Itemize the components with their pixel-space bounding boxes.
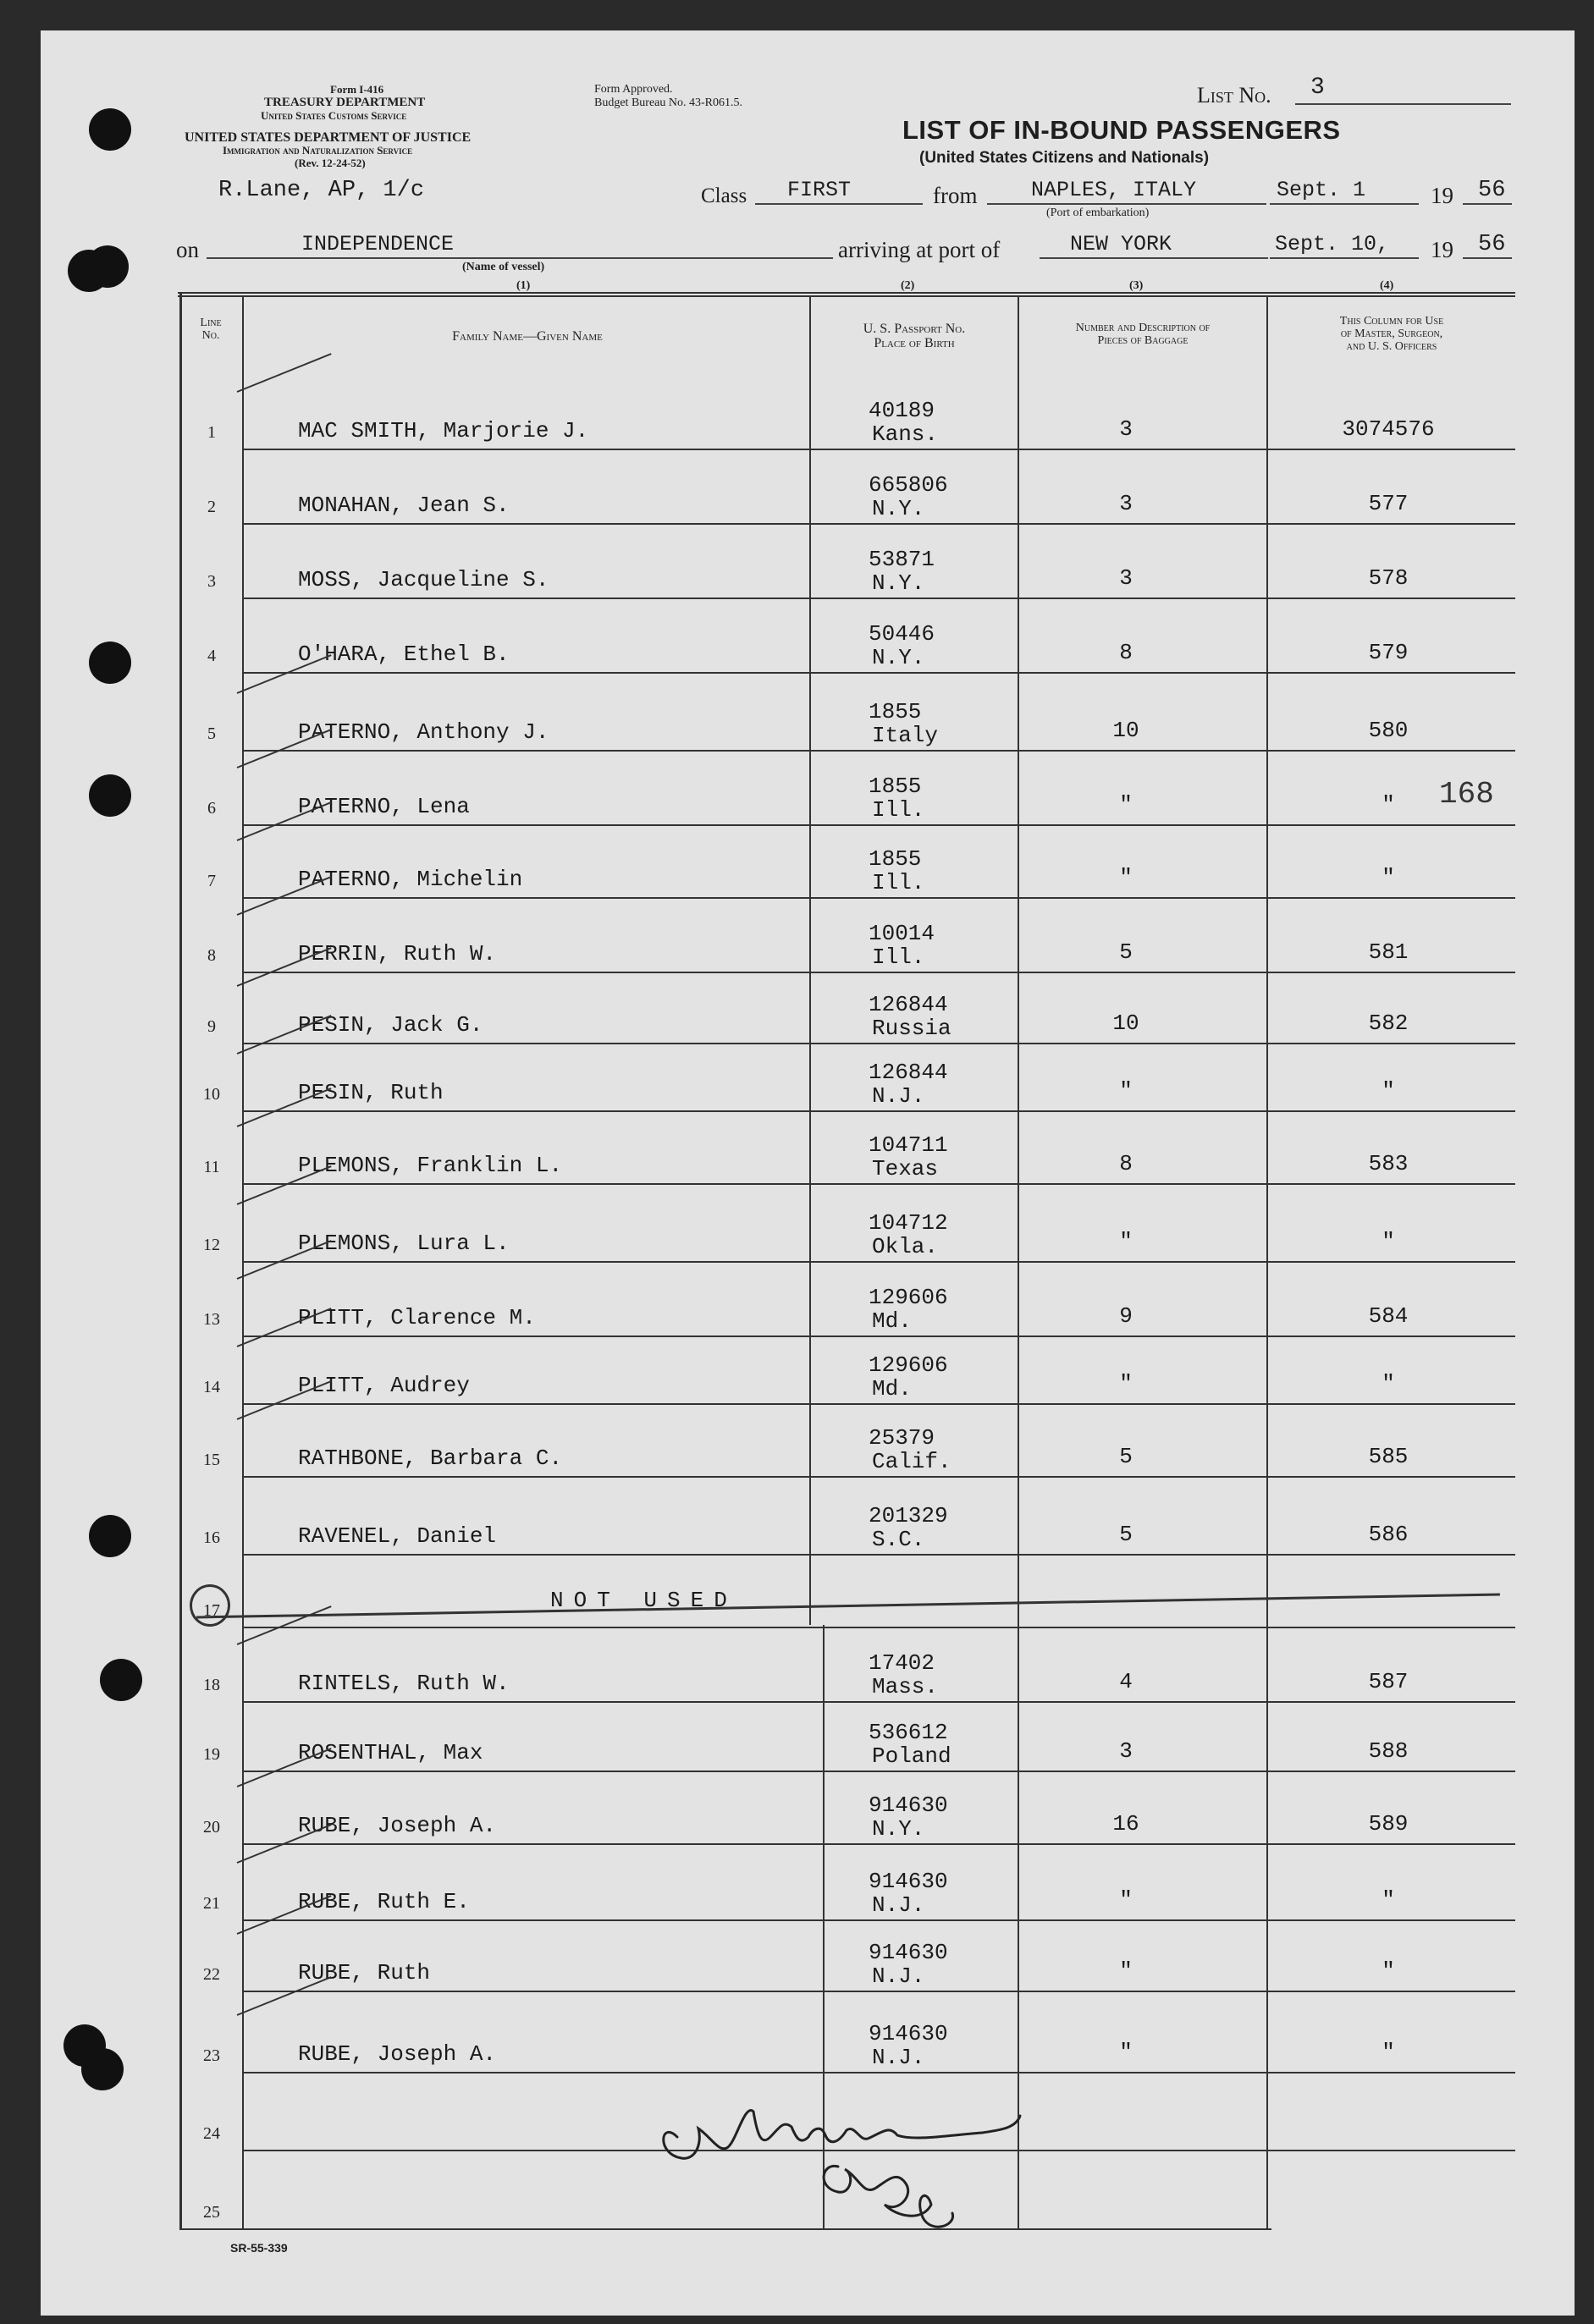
budget-bureau: Budget Bureau No. 43-R061.5.	[594, 96, 742, 109]
place-of-birth: Kans.	[872, 421, 939, 447]
line-number: 13	[203, 1310, 220, 1329]
place-of-birth: N.Y.	[872, 645, 925, 670]
binder-hole	[86, 245, 129, 288]
row-divider	[242, 1843, 1515, 1845]
row-divider	[242, 1627, 1515, 1628]
place-of-birth: Ill.	[872, 870, 925, 895]
line-number: 10	[203, 1085, 220, 1104]
header-officers: This Column for Use of Master, Surgeon, and U. S. Officers	[1339, 315, 1444, 353]
row-divider	[242, 824, 1515, 826]
binder-hole	[100, 1659, 142, 1701]
col-number-4: (4)	[1380, 279, 1394, 292]
baggage-count: "	[1119, 2040, 1133, 2065]
officer-number: 577	[1368, 491, 1409, 516]
officer-number: 583	[1368, 1151, 1409, 1176]
margin-number: 168	[1439, 777, 1494, 812]
row-divider	[242, 972, 1515, 973]
passenger-name: RUBE, Ruth	[298, 1960, 431, 1985]
form-number: Form I-416	[330, 83, 384, 96]
row-divider	[242, 1183, 1515, 1185]
officer-number: 587	[1368, 1669, 1409, 1694]
form-approved: Form Approved.	[594, 83, 673, 96]
passenger-name: RAVENEL, Daniel	[298, 1523, 497, 1549]
row-divider	[242, 523, 1515, 525]
line-number: 14	[203, 1378, 220, 1396]
row-divider	[242, 1554, 1515, 1556]
row-divider	[242, 1043, 1515, 1044]
arrival-year: 56	[1478, 232, 1506, 257]
line-number: 15	[203, 1451, 220, 1469]
passenger-name: PLEMONS, Franklin L.	[298, 1153, 563, 1178]
binder-hole	[81, 2048, 124, 2090]
row-divider	[242, 672, 1515, 674]
passenger-name: PESIN, Ruth	[298, 1080, 444, 1105]
arrival-port: NEW YORK	[1070, 232, 1172, 256]
treasury-label: TREASURY DEPARTMENT	[264, 96, 426, 109]
place-of-birth: N.J.	[872, 2045, 925, 2070]
place-of-birth: N.Y.	[872, 1816, 925, 1842]
row-divider	[242, 1476, 1515, 1478]
place-of-birth: Russia	[872, 1016, 951, 1041]
officer-number: "	[1382, 1958, 1395, 1984]
baggage-count: 3	[1119, 491, 1133, 516]
preparer: R.Lane, AP, 1/c	[218, 178, 425, 203]
page-subtitle: (United States Citizens and Nationals)	[919, 149, 1210, 167]
place-of-birth: S.C.	[872, 1527, 925, 1552]
passenger-name: PERRIN, Ruth W.	[298, 941, 497, 966]
ins-label: Immigration and Naturalization Service	[223, 144, 413, 157]
passport-number: 1855	[869, 774, 922, 799]
baggage-count: 8	[1119, 1151, 1133, 1176]
passenger-name: PESIN, Jack G.	[298, 1012, 483, 1038]
passenger-name: MOSS, Jacqueline S.	[298, 567, 549, 592]
line-number: 20	[203, 1818, 220, 1837]
baggage-count: 3	[1119, 565, 1133, 591]
row-divider	[242, 1335, 1515, 1337]
place-of-birth: Md.	[872, 1308, 912, 1334]
line-number: 5	[207, 724, 216, 743]
binder-hole	[89, 108, 131, 151]
col-number-1: (1)	[516, 279, 531, 292]
on-label: on	[176, 237, 199, 262]
list-no-label: List No.	[1197, 83, 1271, 107]
passenger-name: PLEMONS, Lura L.	[298, 1231, 510, 1256]
class-label: Class	[701, 184, 747, 207]
baggage-count: 4	[1119, 1669, 1133, 1694]
officer-number: 584	[1368, 1303, 1409, 1329]
row-divider	[242, 1919, 1515, 1921]
place-of-birth: Ill.	[872, 797, 925, 823]
arriving-label: arriving at port of	[838, 237, 1001, 262]
officer-number: 582	[1368, 1011, 1409, 1036]
row-divider	[242, 1403, 1515, 1405]
row-divider	[242, 1991, 1515, 1992]
passport-number: 126844	[869, 1060, 948, 1085]
port-embark-caption: (Port of embarkation)	[1046, 207, 1150, 219]
passport-number: 25379	[869, 1425, 935, 1451]
line-number: 19	[203, 1745, 220, 1764]
line-number: 4	[207, 647, 216, 665]
passenger-name: PLITT, Clarence M.	[298, 1305, 536, 1330]
customs-label: United States Customs Service	[261, 109, 407, 122]
baggage-count: 5	[1119, 1444, 1133, 1469]
row-divider	[242, 1261, 1515, 1263]
passport-number: 665806	[869, 472, 948, 498]
baggage-count: 10	[1112, 718, 1139, 743]
line-number: 12	[203, 1236, 220, 1254]
place-of-birth: N.J.	[872, 1083, 925, 1109]
year-prefix: 19	[1431, 183, 1453, 208]
officer-number: 586	[1368, 1522, 1409, 1547]
passenger-name: RINTELS, Ruth W.	[298, 1671, 510, 1696]
officer-number: 589	[1368, 1811, 1409, 1837]
header-line-no: Line No.	[200, 317, 222, 342]
passport-number: 50446	[869, 621, 935, 647]
passport-number: 129606	[869, 1285, 948, 1310]
header-baggage: Number and Description of Pieces of Baggage	[1075, 322, 1211, 347]
passport-number: 914630	[869, 1869, 948, 1894]
passenger-name: MAC SMITH, Marjorie J.	[298, 418, 589, 443]
baggage-count: "	[1119, 1887, 1133, 1913]
line-number: 25	[203, 2203, 220, 2222]
year-prefix: 19	[1431, 237, 1453, 262]
place-of-birth: Md.	[872, 1376, 912, 1402]
baggage-count: 16	[1112, 1811, 1139, 1837]
place-of-birth: Ill.	[872, 944, 925, 970]
row-divider	[242, 598, 1515, 599]
line-number: 16	[203, 1528, 220, 1547]
officer-number: 580	[1368, 718, 1409, 743]
revision-label: (Rev. 12-24-52)	[295, 157, 366, 169]
line-number: 3	[207, 572, 216, 591]
baggage-count: "	[1119, 1229, 1133, 1254]
place-of-birth: N.J.	[872, 1963, 925, 1989]
footer-code: SR-55-339	[230, 2241, 288, 2255]
passenger-name: PATERNO, Michelin	[298, 867, 523, 892]
baggage-count: 5	[1119, 1522, 1133, 1547]
row-divider	[242, 897, 1515, 899]
row-divider	[242, 1701, 1515, 1703]
officer-number: 588	[1368, 1738, 1409, 1764]
place-of-birth: N.Y.	[872, 570, 925, 596]
passenger-name: PLITT, Audrey	[298, 1373, 470, 1398]
baggage-count: "	[1119, 1078, 1133, 1104]
place-of-birth: Mass.	[872, 1674, 939, 1699]
passport-number: 17402	[869, 1650, 935, 1676]
passport-number: 1855	[869, 699, 922, 724]
page-title: LIST OF IN-BOUND PASSENGERS	[902, 115, 1341, 145]
line-number: 1	[207, 423, 216, 442]
passport-number: 914630	[869, 2021, 948, 2046]
line-number: 24	[203, 2124, 220, 2143]
passenger-name: ROSENTHAL, Max	[298, 1740, 483, 1765]
passport-number: 914630	[869, 1793, 948, 1818]
officer-number: "	[1382, 2040, 1395, 2065]
line-number: 17	[203, 1601, 220, 1620]
passport-number: 1855	[869, 846, 922, 872]
baggage-count: 3	[1119, 1738, 1133, 1764]
passenger-name: RUBE, Joseph A.	[298, 2041, 497, 2067]
signature	[643, 2078, 1117, 2247]
row-divider	[242, 1771, 1515, 1772]
passport-number: 53871	[869, 547, 935, 572]
baggage-count: 8	[1119, 640, 1133, 665]
port-of-embarkation: NAPLES, ITALY	[1031, 178, 1197, 202]
vessel-caption: (Name of vessel)	[462, 261, 545, 273]
header-family-name: Family Name—Given Name	[452, 329, 603, 344]
place-of-birth: Poland	[872, 1743, 951, 1769]
officer-number: "	[1382, 1371, 1395, 1396]
row-divider	[242, 449, 1515, 450]
passport-number: 104711	[869, 1132, 948, 1158]
departure-year: 56	[1478, 178, 1506, 203]
arrival-date: Sept. 10,	[1275, 232, 1390, 256]
baggage-count: "	[1119, 865, 1133, 890]
passport-number: 129606	[869, 1352, 948, 1378]
from-label: from	[933, 183, 978, 208]
officer-number: "	[1382, 1229, 1395, 1254]
col-number-3: (3)	[1129, 279, 1144, 292]
line-number: 22	[203, 1965, 220, 1984]
line-number: 6	[207, 799, 216, 818]
row-17-circle	[190, 1584, 230, 1627]
officer-number: "	[1382, 1078, 1395, 1104]
place-of-birth: N.J.	[872, 1892, 925, 1918]
row-divider	[242, 750, 1515, 752]
line-number: 11	[203, 1158, 220, 1176]
binder-hole	[89, 1515, 131, 1557]
line-number: 7	[207, 872, 216, 890]
passenger-name: O'HARA, Ethel B.	[298, 642, 510, 667]
officer-number: "	[1382, 1887, 1395, 1913]
binder-hole	[89, 642, 131, 684]
officer-number: 578	[1368, 565, 1409, 591]
passport-number: 104712	[869, 1210, 948, 1236]
place-of-birth: Calif.	[872, 1449, 951, 1474]
passport-number: 536612	[869, 1720, 948, 1745]
officer-number: 581	[1368, 939, 1409, 965]
passenger-name: RUBE, Joseph A.	[298, 1813, 497, 1838]
line-number: 21	[203, 1894, 220, 1913]
departure-date: Sept. 1	[1277, 178, 1366, 202]
binder-hole	[89, 774, 131, 817]
row-note: NOT USED	[550, 1588, 737, 1613]
col-number-2: (2)	[901, 279, 915, 292]
line-number: 18	[203, 1676, 220, 1694]
line-number: 9	[207, 1017, 216, 1036]
baggage-count: "	[1119, 1958, 1133, 1984]
justice-label: UNITED STATES DEPARTMENT OF JUSTICE	[185, 130, 472, 145]
passport-number: 201329	[869, 1503, 948, 1528]
list-no-value: 3	[1310, 74, 1325, 101]
officer-number: "	[1382, 792, 1395, 818]
baggage-count: 3	[1119, 416, 1133, 442]
header-passport: U. S. Passport No. Place of Birth	[863, 322, 966, 350]
baggage-count: "	[1119, 792, 1133, 818]
baggage-count: 9	[1119, 1303, 1133, 1329]
passenger-name: RATHBONE, Barbara C.	[298, 1446, 563, 1471]
passport-number: 914630	[869, 1940, 948, 1965]
place-of-birth: Okla.	[872, 1234, 939, 1259]
passport-number: 10014	[869, 921, 935, 946]
baggage-count: 5	[1119, 939, 1133, 965]
officer-number: 3074576	[1342, 416, 1435, 442]
passport-number: 40189	[869, 398, 935, 423]
line-number: 23	[203, 2046, 220, 2065]
passenger-name: PATERNO, Anthony J.	[298, 719, 549, 745]
row-divider	[242, 1110, 1515, 1112]
row-divider	[242, 2072, 1515, 2073]
passenger-name: PATERNO, Lena	[298, 794, 470, 819]
baggage-count: "	[1119, 1371, 1133, 1396]
line-number: 2	[207, 498, 216, 516]
passenger-name: MONAHAN, Jean S.	[298, 493, 510, 518]
class-value: FIRST	[787, 178, 852, 202]
baggage-count: 10	[1112, 1011, 1139, 1036]
passenger-name: RUBE, Ruth E.	[298, 1889, 470, 1914]
line-number: 8	[207, 946, 216, 965]
place-of-birth: Italy	[872, 723, 939, 748]
vessel-name: INDEPENDENCE	[301, 232, 455, 256]
place-of-birth: Texas	[872, 1156, 939, 1181]
officer-number: 585	[1368, 1444, 1409, 1469]
officer-number: "	[1382, 865, 1395, 890]
passport-number: 126844	[869, 992, 948, 1017]
place-of-birth: N.Y.	[872, 496, 925, 521]
officer-number: 579	[1368, 640, 1409, 665]
